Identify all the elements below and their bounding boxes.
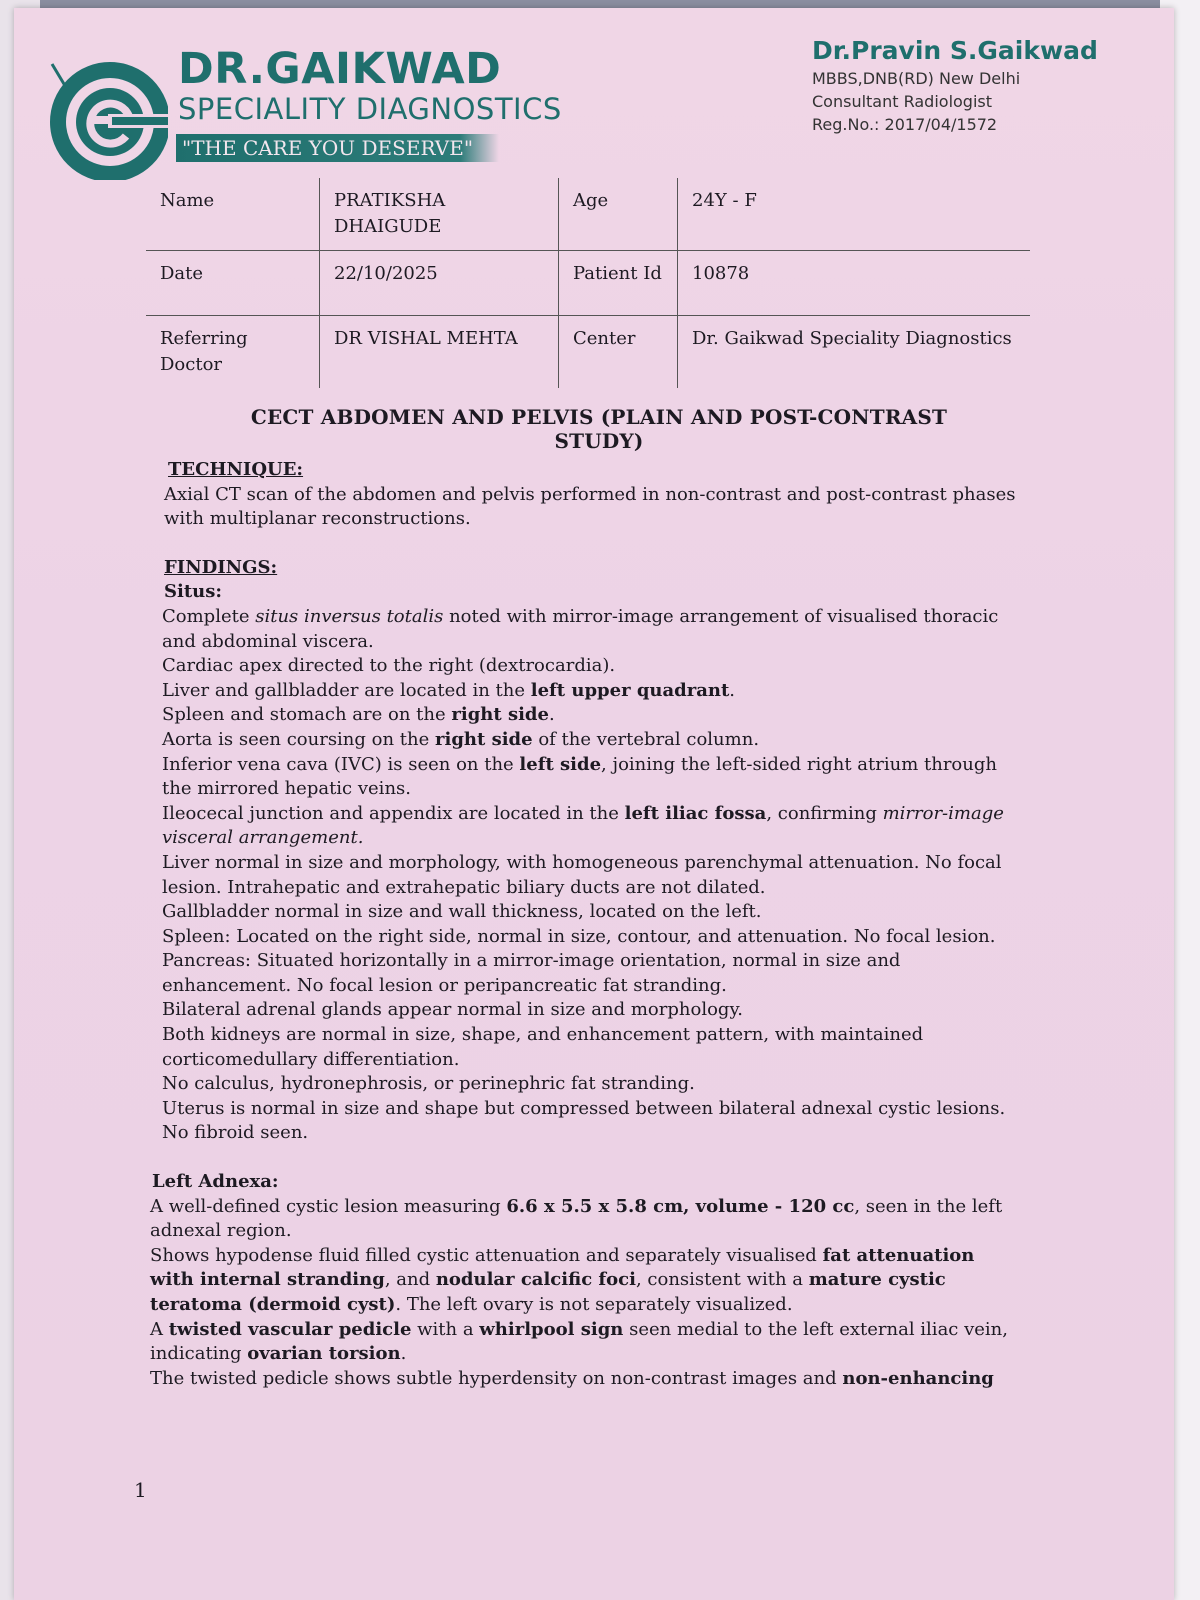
doctor-block <box>812 36 1098 134</box>
doctor-title: Consultant Radiologist <box>812 92 993 111</box>
spleen-location-text: Spleen and stomach are on the right side. <box>162 704 555 726</box>
patient-info-table <box>146 178 1030 388</box>
ivc-text: Inferior vena cava (IVC) is seen on the left side, joining the left-sided right atrium through the mirrored hepatic veins. <box>162 753 997 800</box>
left-adnexa-hyperdensity-text: The twisted pedicle shows subtle hyperdensity on non-contrast images and non-enhancing <box>150 1367 994 1389</box>
doctor-name: Dr.Pravin S.Gaikwad <box>812 36 1098 65</box>
page-number: 1 <box>134 1478 147 1502</box>
left-adnexa-lesion-text: A well-defined cystic lesion measuring 6.6 x 5.5 x 5.8 cm, volume - 120 cc, seen in the left adnexal region. <box>150 1195 1003 1242</box>
tagline: "THE CARE YOU DESERVE" <box>176 134 499 162</box>
gaikwad-logo-icon <box>48 60 168 180</box>
cardiac-text: Cardiac apex directed to the right (dextrocardia). <box>162 655 616 677</box>
calculus-text: No calculus, hydronephrosis, or perinephric fat stranding. <box>162 1073 695 1095</box>
center-value: Dr. Gaikwad Speciality Diagnostics <box>678 316 1031 389</box>
doctor-reg: Reg.No.: 2017/04/1572 <box>812 115 998 134</box>
pancreas-text: Pancreas: Situated horizontally in a mirror-image orientation, normal in size and enhancement. No focal lesion or peripancreatic fat stranding. <box>162 950 901 996</box>
report-title: CECT ABDOMEN AND PELVIS (PLAIN AND POST-CONTRAST STUDY) <box>250 405 948 453</box>
report-page <box>14 8 1174 1600</box>
table-row <box>146 178 1030 251</box>
table-row <box>146 316 1030 389</box>
report-body <box>140 458 1020 1391</box>
situs-heading: Situs: <box>164 581 223 603</box>
doctor-qualification: MBBS,DNB(RD) New Delhi <box>812 69 1021 88</box>
ileocecal-text: Ileocecal junction and appendix are located in the left iliac fossa, confirming mirror-image visceral arrangement. <box>162 802 1004 849</box>
center-label: Center <box>559 316 678 389</box>
technique-heading: TECHNIQUE: <box>168 459 304 480</box>
table-row <box>146 251 1030 316</box>
age-label: Age <box>559 178 678 251</box>
date-label: Date <box>160 263 204 284</box>
name-label: Name <box>160 190 215 211</box>
spleen-text: Spleen: Located on the right side, normal in size, contour, and attenuation. No focal lesion. <box>162 925 996 947</box>
technique-text: Axial CT scan of the abdomen and pelvis performed in non-contrast and post-contrast phases with multiplanar reconstructions. <box>164 483 1016 530</box>
name-value: PRATIKSHA DHAIGUDE <box>320 178 559 251</box>
referring-doctor-value: DR VISHAL MEHTA <box>320 316 559 389</box>
liver-location-text: Liver and gallbladder are located in the left upper quadrant. <box>162 679 736 701</box>
findings-heading: FINDINGS: <box>164 556 278 578</box>
situs-text: Complete situs inversus totalis noted with mirror-image arrangement of visualised thoracic and abdominal viscera. <box>162 605 999 652</box>
gallbladder-text: Gallbladder normal in size and wall thickness, located on the left. <box>162 901 762 923</box>
date-value: 22/10/2025 <box>320 251 559 316</box>
patient-id-label: Patient Id <box>559 251 678 316</box>
liver-text: Liver normal in size and morphology, with homogeneous parenchymal attenuation. No focal lesion. Intrahepatic and extrahepatic biliary ducts are not dilated. <box>162 851 1002 898</box>
adrenal-text: Bilateral adrenal glands appear normal in size and morphology. <box>162 999 743 1021</box>
left-adnexa-pedicle-text: A twisted vascular pedicle with a whirlpool sign seen medial to the left external iliac vein, indicating ovarian torsion. <box>150 1318 1008 1365</box>
referring-doctor-label: Referring Doctor <box>160 328 248 375</box>
left-adnexa-heading: Left Adnexa: <box>152 1171 279 1193</box>
patient-id-value: 10878 <box>678 251 1031 316</box>
aorta-text: Aorta is seen coursing on the right side of the vertebral column. <box>162 728 760 750</box>
age-value: 24Y - F <box>678 178 1031 251</box>
brand-subtitle: SPECIALITY DIAGNOSTICS <box>178 92 562 126</box>
kidneys-text: Both kidneys are normal in size, shape, and enhancement pattern, with maintained corticomedullary differentiation. <box>162 1024 924 1070</box>
brand-name: DR.GAIKWAD <box>178 44 502 94</box>
left-adnexa-attenuation-text: Shows hypodense fluid filled cystic attenuation and separately visualised fat attenuation with internal stranding, and nodular calcific foci, consistent with a mature cystic teratoma (dermoid cyst). The left ovary is not separately visualized. <box>150 1244 975 1315</box>
uterus-text: Uterus is normal in size and shape but compressed between bilateral adnexal cystic lesions. No fibroid seen. <box>162 1097 1006 1144</box>
